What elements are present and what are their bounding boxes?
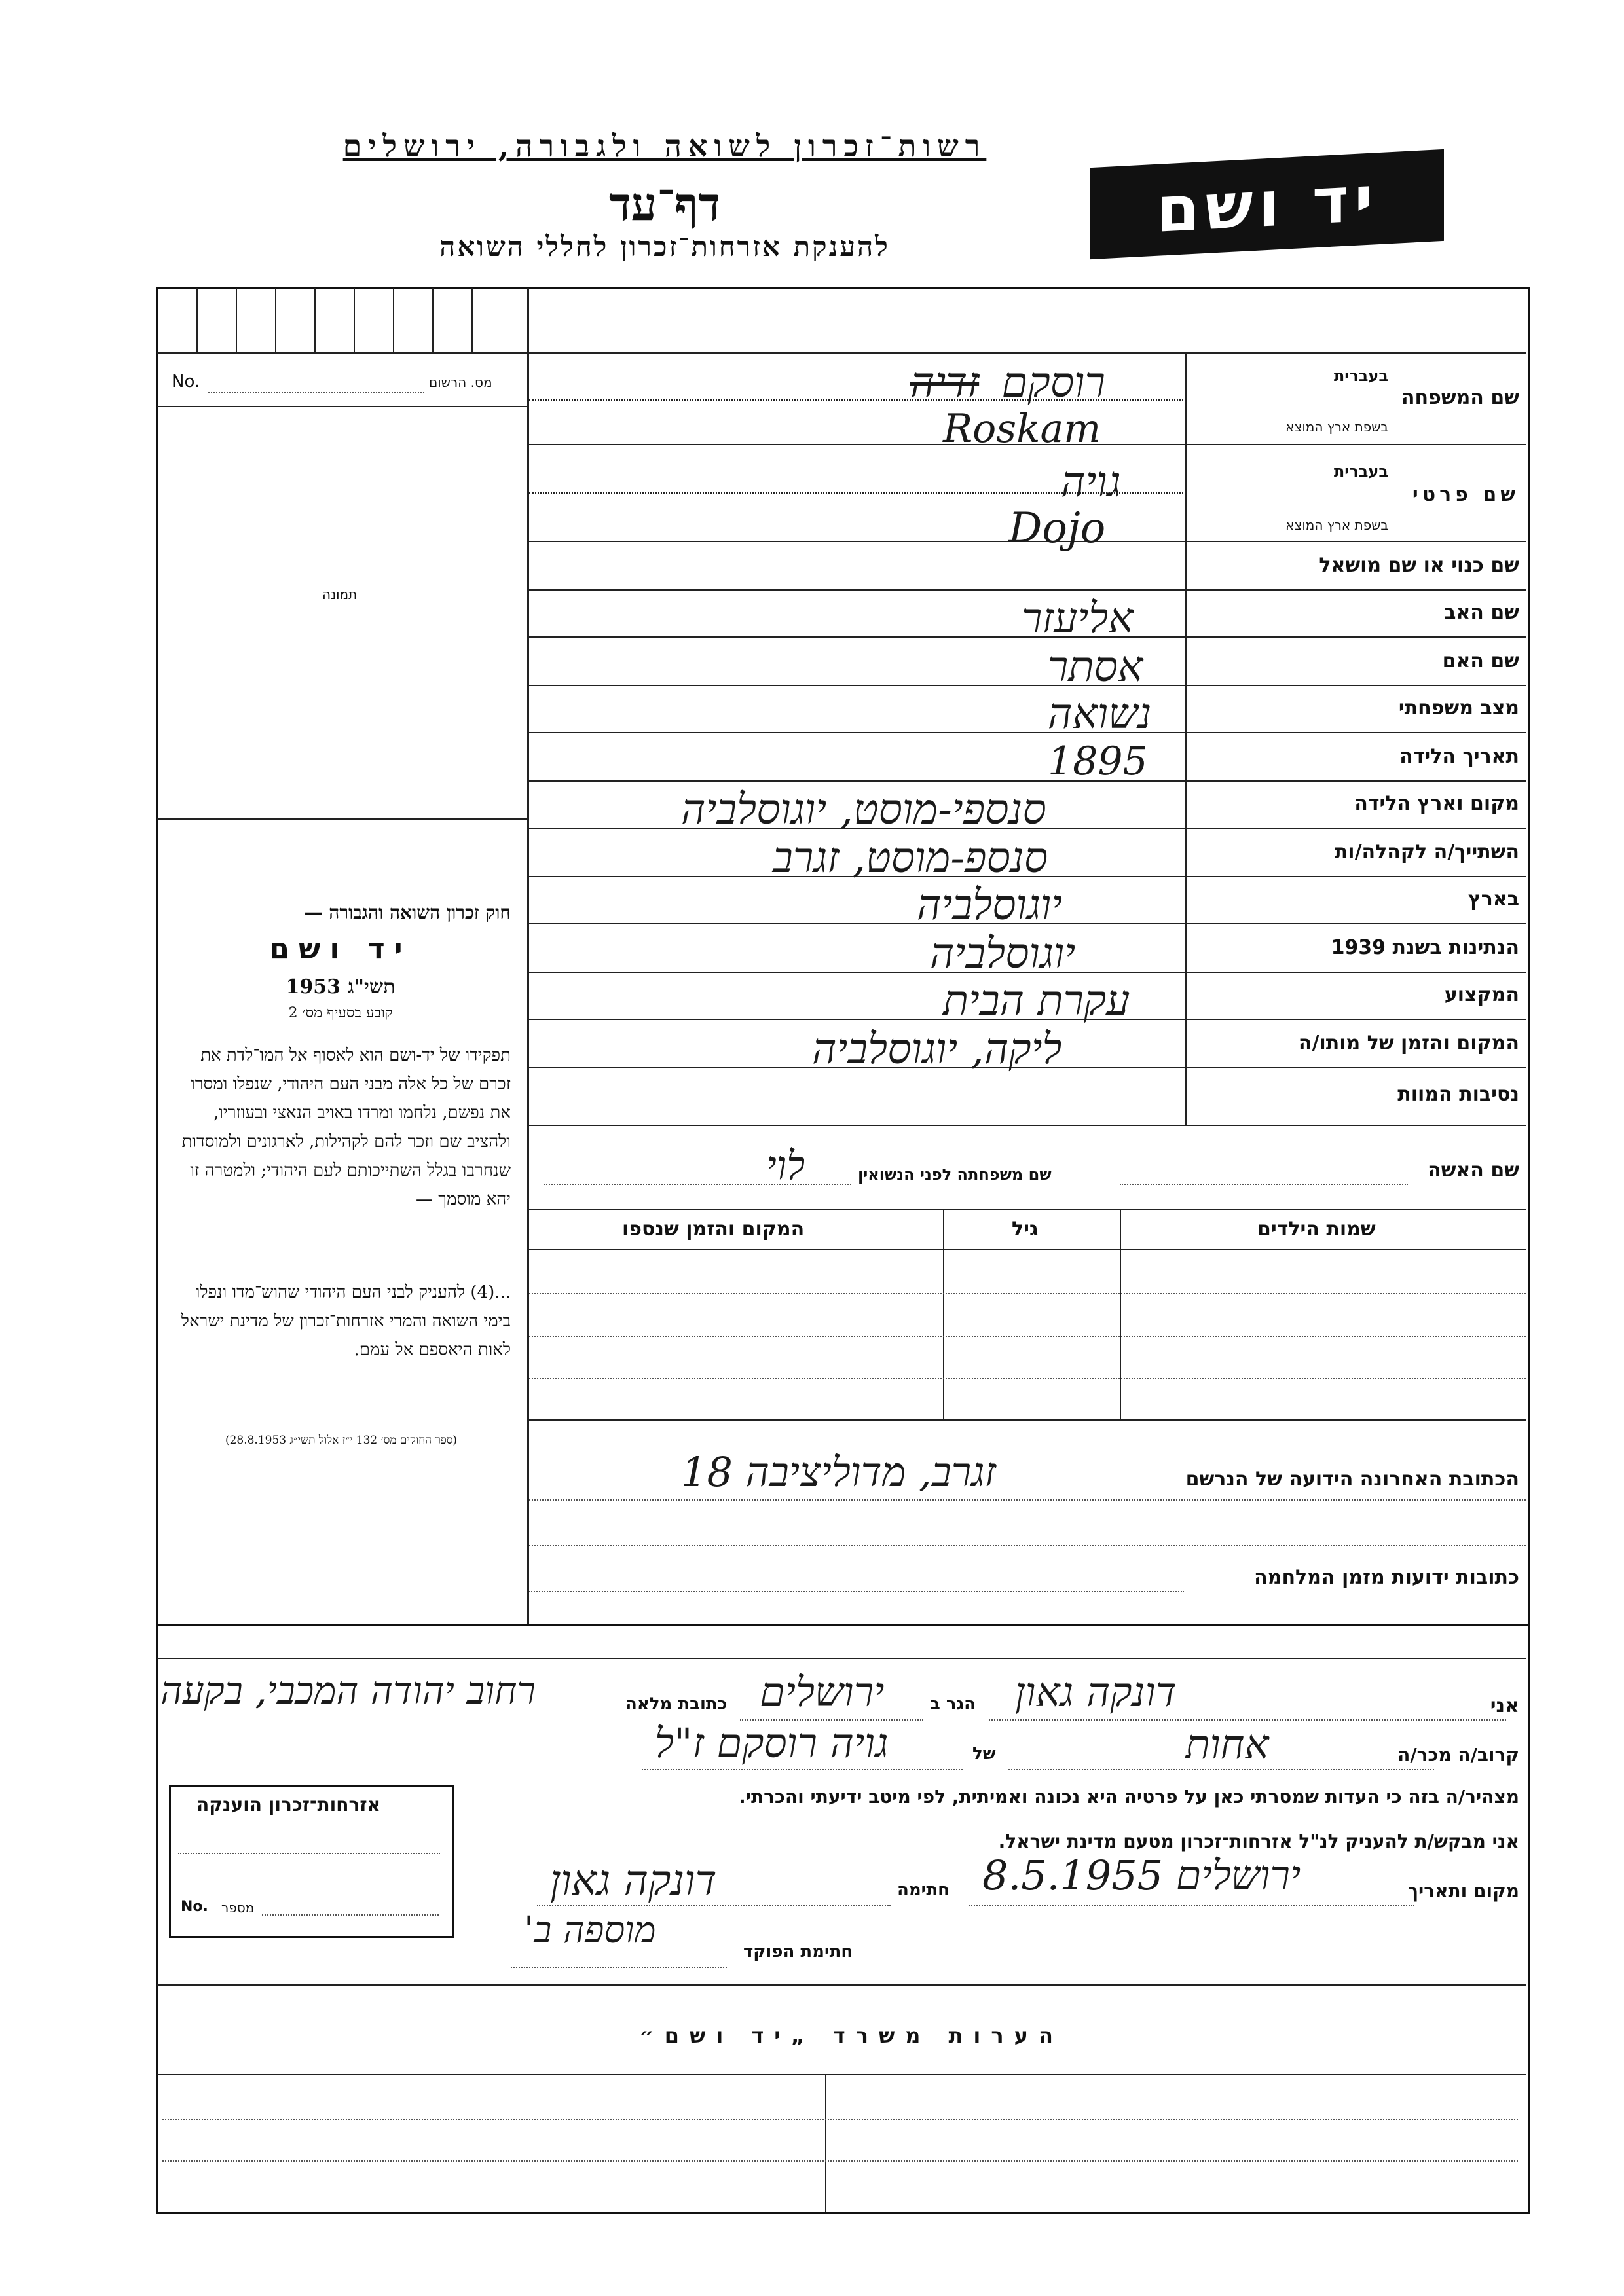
place-date-label: מקום ותאריך	[1407, 1880, 1519, 1902]
relation-value: אחות	[1185, 1721, 1269, 1768]
wife-label: שם האשה	[1428, 1159, 1519, 1182]
country-value: יוגוסלביה	[917, 881, 1063, 930]
law-clause4: ...(4) להעניק לבני העם היהודי שהוש־מדו ונפלו בימי השואה והמרי אזרחות־זכרון של מדינת ישראל לאות היאספם אל עמם.	[181, 1283, 511, 1360]
first-name-hebrew-value: גויה	[1061, 458, 1121, 507]
family-name-label: שם המשפחה	[1401, 386, 1519, 409]
logo-text: יד ושם	[1156, 162, 1378, 247]
authority-title: רשות־זכרון לשואה ולגבורה, ירושלים	[342, 128, 987, 164]
form-title: דף־עד	[608, 177, 720, 231]
family-name-struck: זדיה	[910, 359, 980, 407]
family-name-he: רוסקם	[1001, 359, 1105, 407]
form-subtitle: להענקת אזרחות־זכרון לחללי השואה	[439, 230, 890, 263]
birth-date-label: תאריך הלידה	[1399, 745, 1519, 768]
declaration-text: מצהיר/ה בזה כי העדות שמסרתי כאן על פרטיה היא נכונה ואמיתית, לפי מיטב ידיעתי והכרתי.	[739, 1786, 1519, 1808]
citizenship-box-no-label: מספר	[221, 1900, 255, 1916]
law-citation: (ספר החוקים מס׳ 132 י״ז אלול תשי״ג 28.8.1953)	[225, 1434, 458, 1447]
of-label: של	[972, 1744, 996, 1764]
family-name-hebrew-sublabel: בעברית	[1333, 367, 1388, 385]
registration-label-he: מס. הרשום	[429, 374, 492, 390]
nickname-label: שם כנוי או שם מושאל	[1319, 554, 1519, 577]
last-address-value: זגרב, מדוליציבה 18	[681, 1448, 996, 1496]
registration-label-en: No.	[172, 372, 200, 392]
father-label: שם האב	[1444, 601, 1519, 624]
of-name-value: גויה רוסקם ז"ל	[655, 1719, 889, 1767]
community-label: השתייך/ה לקהלה/ות	[1334, 841, 1519, 864]
citizenship-value: יוגוסלביה	[930, 930, 1076, 978]
children-col-names: שמות הילדים	[1257, 1218, 1376, 1241]
law-name: יד ושם	[269, 932, 412, 966]
family-name-hebrew-value	[910, 359, 1105, 407]
officer-signature-value: מוספה ב'	[524, 1909, 656, 1952]
mother-value: אסתר	[1048, 643, 1143, 691]
marital-label: מצב משפחתי	[1398, 697, 1519, 720]
registration-boxes	[157, 288, 527, 352]
citizenship-label: הנתינות בשנת 1939	[1331, 936, 1519, 959]
law-clause-ref: קובע בסעיף מס׳ 2	[288, 1005, 393, 1021]
declarant-name: דונקה גאון	[1015, 1668, 1177, 1716]
citizenship-box-title: אזרחות־זכרון הוענקה	[196, 1794, 380, 1815]
photo-label: תמונה	[322, 587, 358, 602]
signature-label: חתימה	[897, 1880, 950, 1900]
wartime-address-label: כתובות ידועות מזמן המלחמה	[1254, 1566, 1519, 1589]
profession-label: המקצוע	[1444, 983, 1519, 1006]
law-body: תפקידו של יד-ושם הוא לאסוף אל המו־לדת את זכרם של כל אלה מבני העם היהודי, שנפלו ומסרו את נפשם, נלחמו ומרדו באויב הנאצי ובעוזריו, ולהציב שם וזכר להם לקהילות, לארגונים ולמוסדות שנחרבו בגלל השתייכותם לעם היהודי; ולמטרה זו יהא מוסמך —	[181, 1046, 511, 1209]
wife-maiden-label: שם משפחתה לפני הנשואין	[858, 1165, 1052, 1184]
law-title: חוק זכרון השואה והגבורה —	[304, 902, 511, 923]
office-notes-title: הערות משרד „יד ושם״	[639, 2023, 1063, 2048]
relation-label: קרוב/ה מכר/ה	[1397, 1744, 1519, 1766]
first-name-hebrew-sublabel: בעברית	[1333, 462, 1388, 481]
family-name-origin-sublabel: בשפת ארץ המוצא	[1285, 419, 1388, 435]
first-name-origin-value: Dojo	[1008, 504, 1106, 553]
first-name-origin-sublabel: בשפת ארץ המוצא	[1285, 517, 1388, 533]
birth-place-value: סנספי-מוסט, יוגוסלביה	[681, 786, 1046, 834]
country-label: בארץ	[1467, 888, 1519, 911]
declarant-resides-label: הגר ב	[930, 1694, 976, 1714]
birth-place-label: מקום וארץ הלידה	[1354, 792, 1519, 815]
law-year: תשי"ג 1953	[286, 975, 396, 998]
request-text: אני מבקש/ת להעניק לנ"ל אזרחות־זכרון מטעם מדינת ישראל.	[998, 1831, 1519, 1852]
last-address-label: הכתובת האחרונה הידועה של הנרשם	[1185, 1468, 1519, 1491]
marital-value: נשואה	[1048, 690, 1152, 738]
children-col-place-time: המקום והזמן שנספו	[622, 1218, 805, 1241]
officer-signature-label: חתימת הפוקד	[743, 1942, 853, 1961]
death-cause-label: נסיבות המוות	[1397, 1083, 1519, 1106]
wife-maiden-value: לוי	[766, 1143, 805, 1189]
community-value: סנספ-מוסט, זגרב	[773, 834, 1048, 883]
place-date-value: ירושלים 8.5.1955	[982, 1851, 1301, 1899]
children-col-age: גיל	[1012, 1218, 1039, 1241]
death-place-value: ליקה, יוגוסלביה	[812, 1025, 1062, 1074]
yad-vashem-logo	[1090, 149, 1444, 259]
family-name-origin-value: Roskam	[943, 406, 1101, 452]
first-name-label: שם פרטי	[1412, 483, 1519, 506]
birth-date-value: 1895	[1048, 738, 1148, 784]
death-place-label: המקום והזמן של מותו/ה	[1298, 1032, 1519, 1055]
father-value: אליעזר	[1022, 594, 1134, 643]
signature-value: דונקה גאון	[550, 1857, 717, 1905]
profession-value: עקרת הבית	[943, 977, 1130, 1025]
full-address-label: כתובת מלאה	[625, 1694, 728, 1714]
mother-label: שם האם	[1442, 649, 1519, 672]
declarant-i-label: אני	[1490, 1694, 1519, 1717]
declarant-city: ירושלים	[760, 1668, 885, 1716]
citizenship-box-no-en: No.	[181, 1899, 208, 1915]
full-address-value: רחוב יהודה המכבי, בקעה	[160, 1668, 536, 1713]
